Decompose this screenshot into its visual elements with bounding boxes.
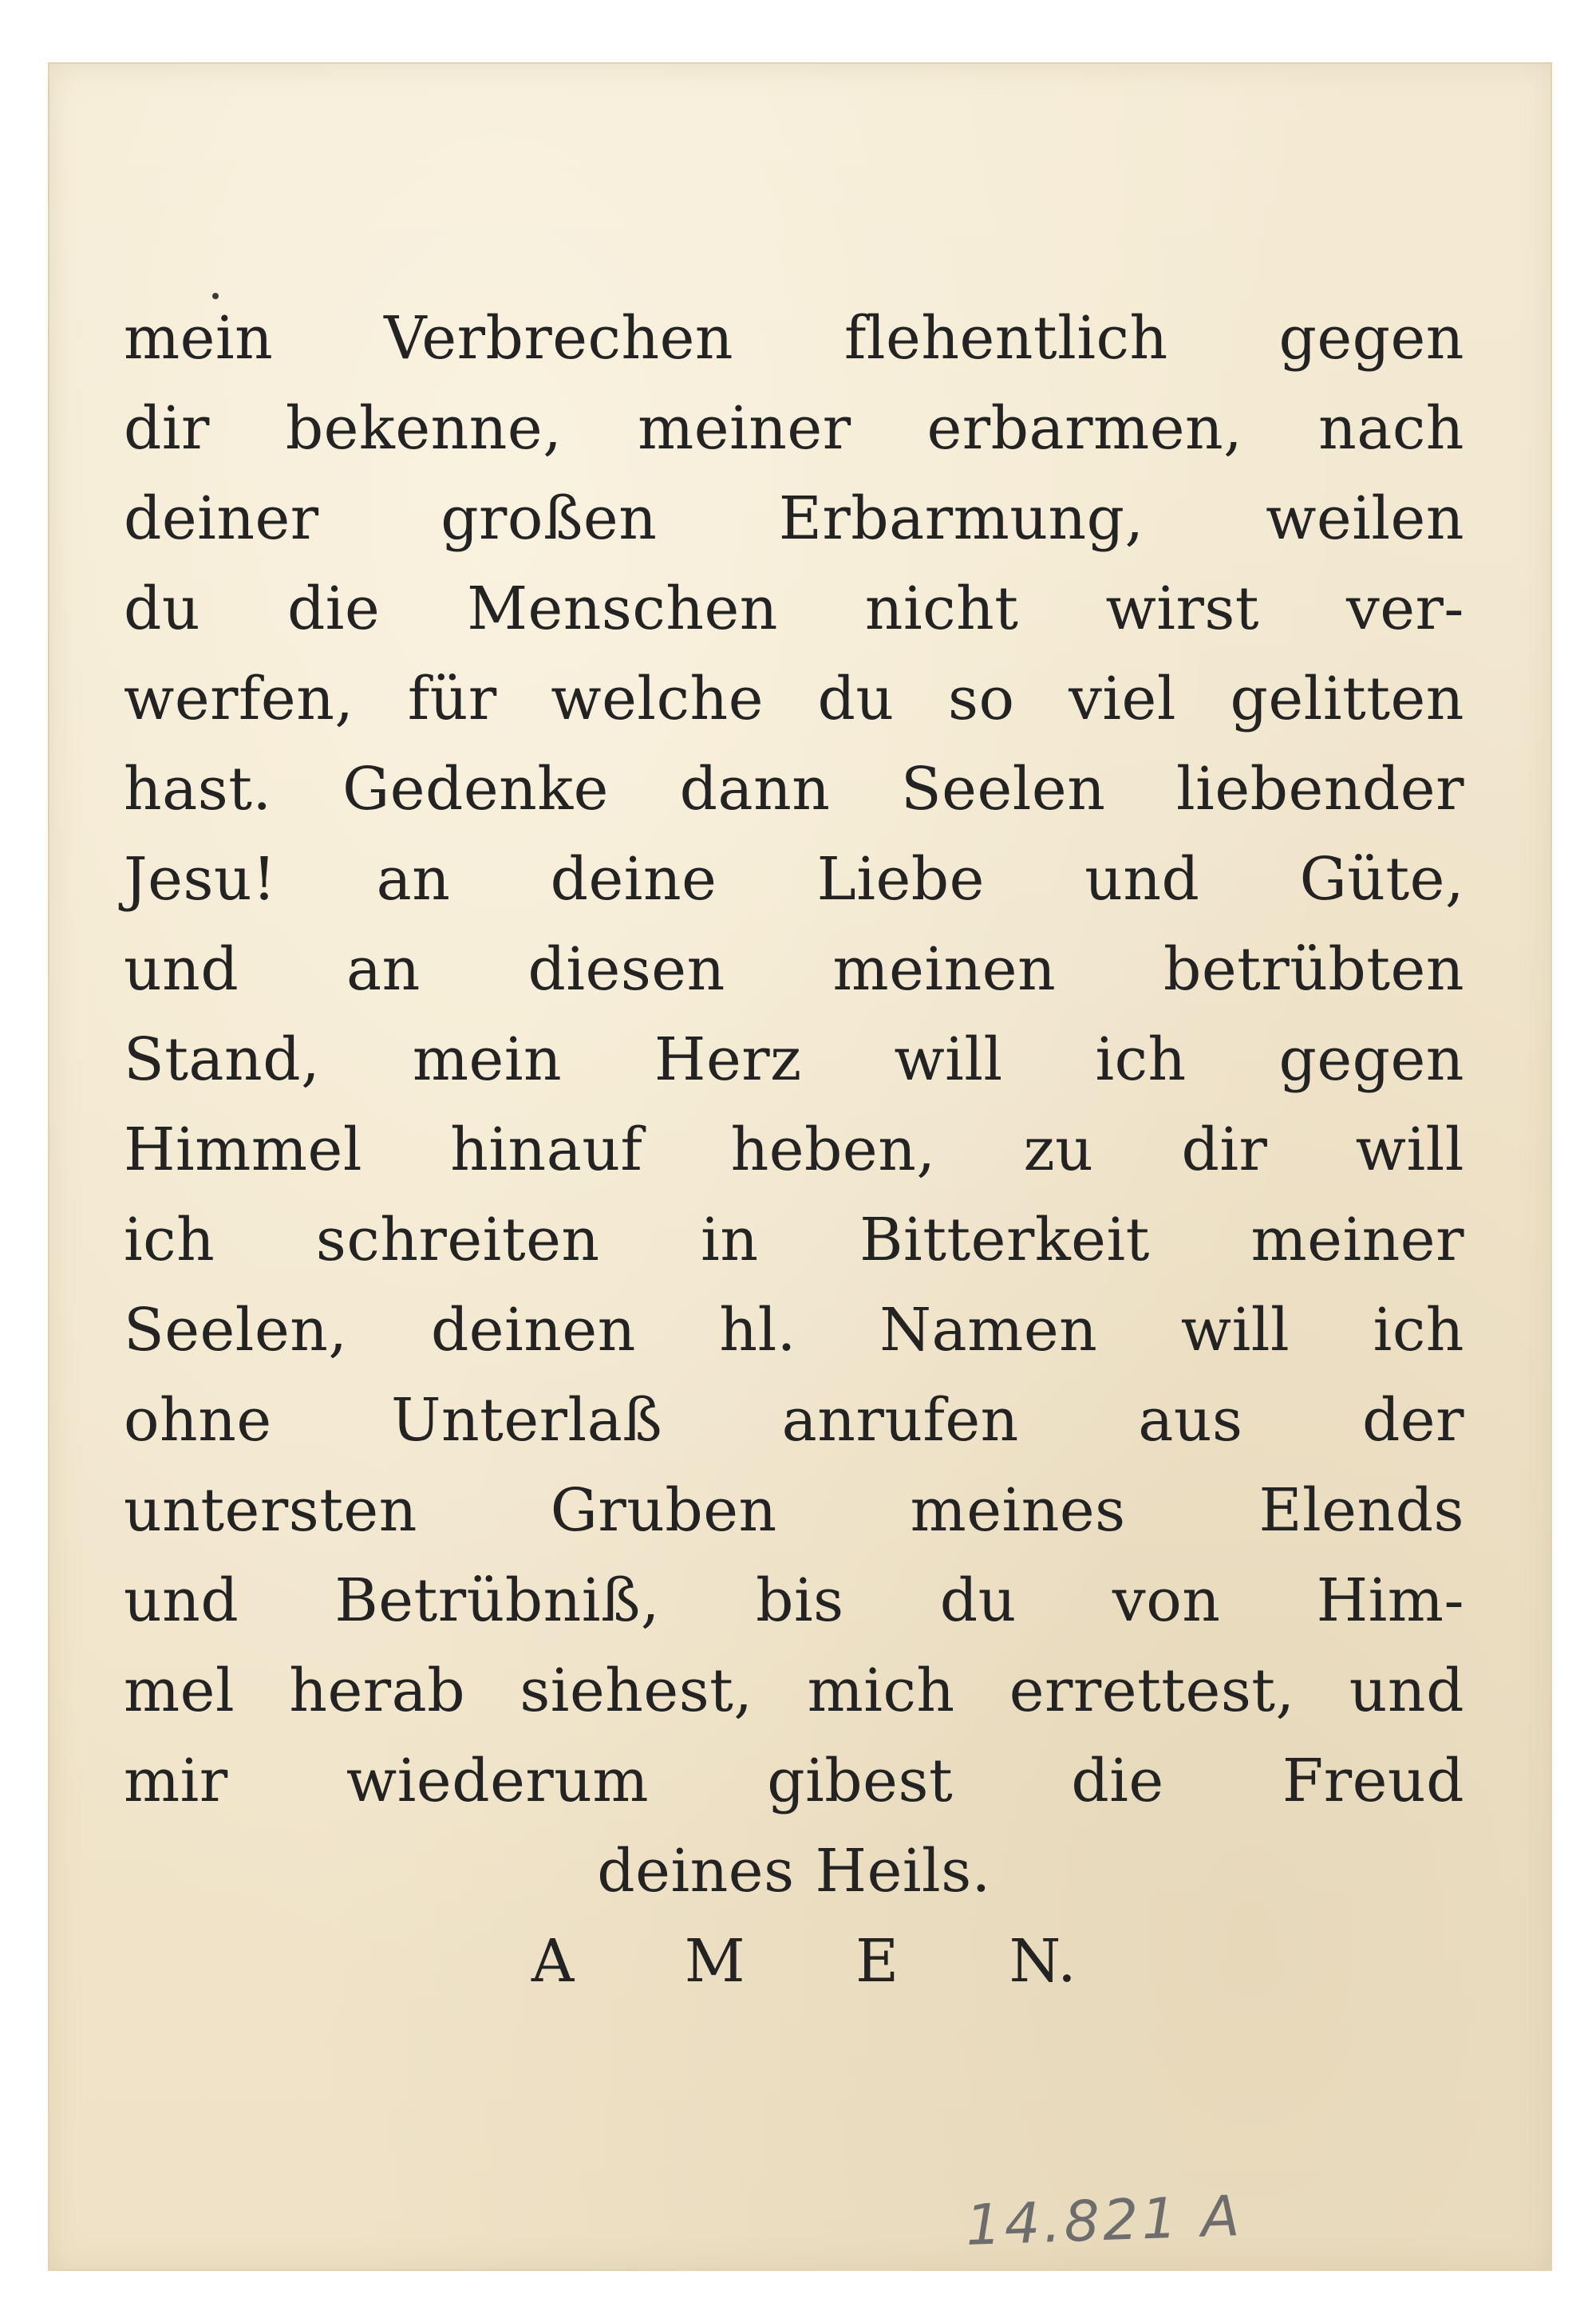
word: zu: [1023, 1116, 1094, 1184]
word: Stand,: [124, 1025, 321, 1094]
text-line: [124, 1646, 1464, 1736]
pencil-inventory-number: 14.821 A: [964, 2182, 1244, 2259]
word: gegen: [1278, 1025, 1464, 1094]
word: mein: [124, 304, 274, 373]
amen-letter: M: [684, 1927, 746, 1996]
word: ich: [1095, 1025, 1187, 1094]
prayer-text: [124, 294, 1464, 2007]
word: errettest,: [1009, 1657, 1295, 1725]
word: welche: [551, 665, 764, 733]
word: so: [948, 665, 1015, 733]
word: und: [124, 1566, 239, 1635]
word: du: [124, 575, 201, 643]
word: meiner: [638, 394, 851, 463]
text-line: [124, 1285, 1464, 1376]
word: Güte,: [1299, 845, 1464, 914]
word: siehest,: [519, 1657, 753, 1725]
word: Freud: [1282, 1747, 1464, 1815]
word: deinen: [430, 1296, 636, 1364]
word: Seelen: [900, 755, 1106, 823]
word: mel: [124, 1657, 235, 1725]
word: und: [1084, 845, 1200, 914]
amen-letter: N.: [1009, 1927, 1077, 1996]
word: herab: [289, 1657, 466, 1725]
word: Gruben: [550, 1476, 777, 1545]
word: viel: [1069, 665, 1176, 733]
word: nach: [1318, 394, 1464, 463]
text-line: [124, 294, 1464, 384]
word: für: [407, 665, 497, 733]
word: Betrübniß,: [334, 1566, 660, 1635]
word: ich: [1373, 1296, 1464, 1364]
word: an: [376, 845, 451, 914]
word: mich: [807, 1657, 955, 1725]
text-line: [124, 474, 1464, 564]
word: heben,: [730, 1116, 936, 1184]
closing-line: [124, 1826, 1464, 1917]
word: an: [346, 935, 421, 1004]
word: will: [894, 1025, 1003, 1094]
word: Seelen,: [124, 1296, 348, 1364]
word: anrufen: [781, 1386, 1019, 1455]
word: mein: [412, 1025, 563, 1094]
word: erbarmen,: [926, 394, 1243, 463]
word: weilen: [1266, 484, 1464, 553]
word: schreiten: [315, 1206, 600, 1274]
word: flehentlich: [843, 304, 1168, 373]
word: bekenne,: [285, 394, 563, 463]
text-line: [124, 1195, 1464, 1285]
word: deiner: [124, 484, 319, 553]
text-line: [124, 1736, 1464, 1826]
paper-card: [48, 62, 1552, 2271]
word: ver-: [1345, 575, 1464, 643]
text-line: [124, 654, 1464, 744]
word: Erbarmung,: [778, 484, 1144, 553]
word: ich: [124, 1206, 215, 1274]
word: meines: [910, 1476, 1126, 1545]
word: Herz: [654, 1025, 802, 1094]
word: großen: [440, 484, 658, 553]
word: untersten: [124, 1476, 417, 1545]
word: mir: [124, 1747, 228, 1815]
word: meinen: [832, 935, 1057, 1004]
word: und: [1349, 1657, 1464, 1725]
word: gegen: [1278, 304, 1464, 373]
text-line: [124, 835, 1464, 925]
word: hl.: [719, 1296, 796, 1364]
word: Elends: [1258, 1476, 1464, 1545]
word: Heils.: [815, 1837, 991, 1905]
word: Liebe: [816, 845, 985, 914]
word: wirst: [1105, 575, 1260, 643]
word: Himmel: [124, 1116, 362, 1184]
text-line: [124, 925, 1464, 1015]
text-line: [124, 564, 1464, 654]
word: Namen: [879, 1296, 1098, 1364]
word: deine: [550, 845, 717, 914]
word: deines: [597, 1837, 795, 1905]
text-line: [124, 1105, 1464, 1195]
word: aus: [1138, 1386, 1243, 1455]
word: Him-: [1316, 1566, 1464, 1635]
word: Menschen: [467, 575, 778, 643]
word: meiner: [1250, 1206, 1464, 1274]
word: Gedenke: [342, 755, 609, 823]
word: nicht: [864, 575, 1019, 643]
word: bis: [756, 1566, 844, 1635]
amen-line: [124, 1917, 1464, 2007]
word: betrübten: [1163, 935, 1464, 1004]
word: gelitten: [1230, 665, 1464, 733]
word: werfen,: [124, 665, 354, 733]
word: hinauf: [450, 1116, 643, 1184]
word: liebender: [1175, 755, 1464, 823]
text-line: [124, 1376, 1464, 1466]
word: will: [1180, 1296, 1290, 1364]
amen-letter: E: [855, 1927, 899, 1996]
word: Verbrechen: [384, 304, 734, 373]
word: Bitterkeit: [859, 1206, 1150, 1274]
word: will: [1355, 1116, 1464, 1184]
word: wiederum: [346, 1747, 650, 1815]
word: diesen: [527, 935, 725, 1004]
amen-letter: A: [531, 1927, 575, 1996]
word: hast.: [124, 755, 272, 823]
word: Jesu!: [124, 845, 277, 914]
word: Unterlaß: [391, 1386, 663, 1455]
word: die: [1071, 1747, 1164, 1815]
text-line: [124, 384, 1464, 474]
word: du: [817, 665, 895, 733]
word: gibest: [767, 1747, 954, 1815]
word: ohne: [124, 1386, 272, 1455]
word: und: [124, 935, 239, 1004]
word: in: [701, 1206, 759, 1274]
text-line: [124, 744, 1464, 835]
word: von: [1112, 1566, 1221, 1635]
word: die: [286, 575, 381, 643]
text-line: [124, 1015, 1464, 1105]
text-line: [124, 1556, 1464, 1646]
word: der: [1361, 1386, 1464, 1455]
word: dir: [1181, 1116, 1268, 1184]
word: dann: [679, 755, 831, 823]
word: du: [939, 1566, 1017, 1635]
word: dir: [124, 394, 210, 463]
text-line: [124, 1466, 1464, 1556]
